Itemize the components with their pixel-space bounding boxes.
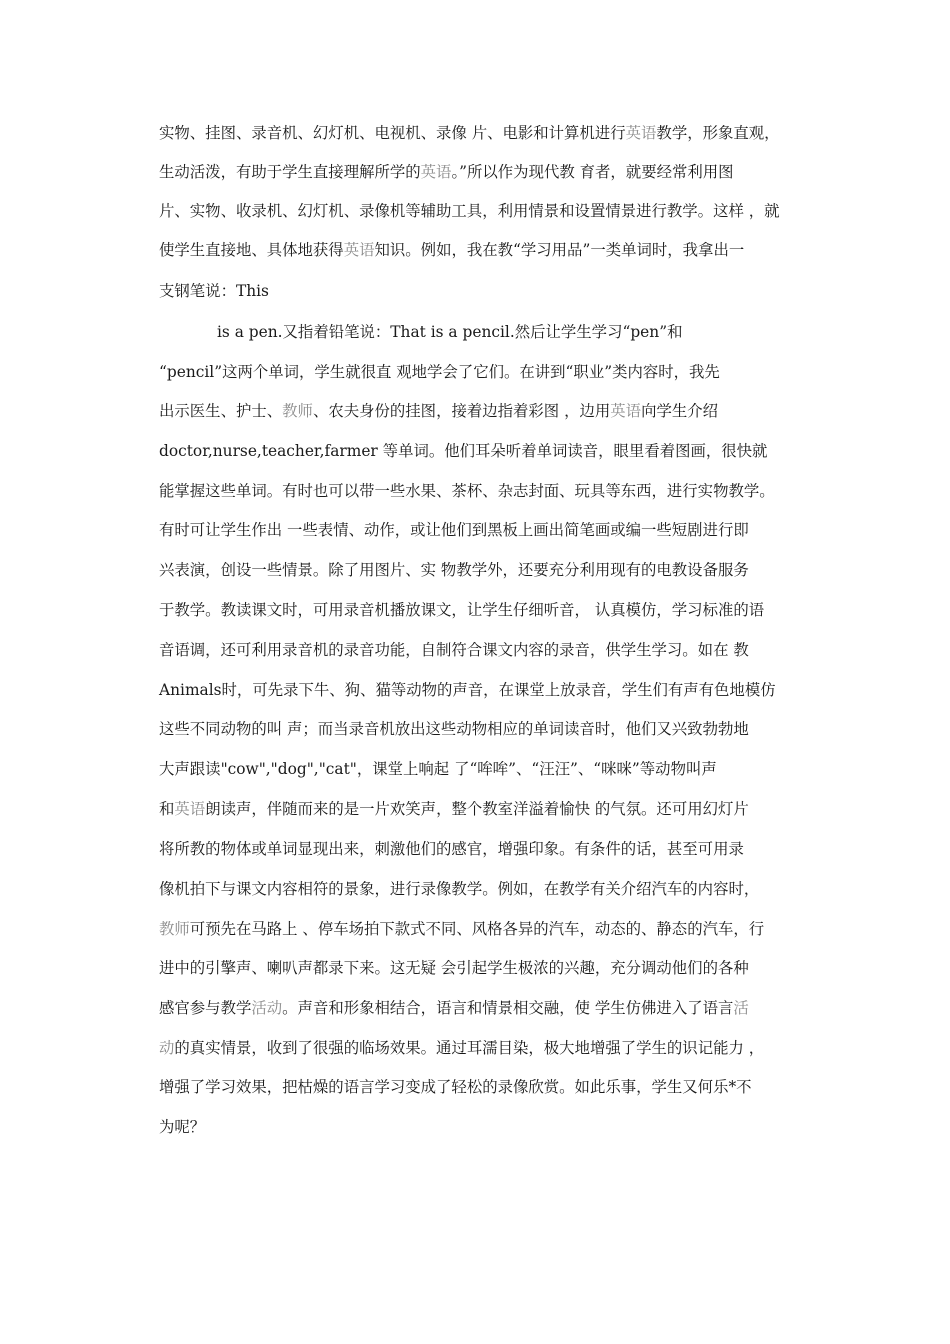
text-line (159, 560, 749, 580)
text-run: 向学生介绍 (641, 402, 719, 420)
text-run: 使学生直接地、具体地获得 (159, 241, 344, 259)
text-line (217, 322, 682, 342)
text-run: 兴表演，创设一些情景。除了用图片、实 物教学外，还要充分利用现有的电教设备服务 (159, 561, 749, 579)
text-run: is a pen.又指着铅笔说：That is a pencil.然后让学生学习“pen”和 (217, 323, 683, 341)
text-line (159, 240, 744, 260)
text-run: 和 (159, 800, 175, 818)
highlighted-keyword: 英语 (610, 402, 642, 420)
text-line (159, 520, 749, 540)
text-run: 片、实物、收录机、幻灯机、录像机等辅助工具，利用情景和设置情景进行教学。这样 ，就 (159, 202, 780, 220)
highlighted-keyword: 教师 (282, 402, 313, 420)
text-run: 。”所以作为现代教 育者，就要经常利用图 (451, 163, 734, 181)
text-line (159, 919, 764, 939)
text-line (159, 1117, 205, 1137)
text-line (159, 998, 749, 1018)
text-line (159, 123, 780, 143)
text-run: 。声音和形象相结合，语言和情景相交融，使 学生仿佛进入了语言 (282, 999, 734, 1017)
text-line (159, 201, 780, 221)
text-line (159, 162, 734, 182)
text-line (159, 600, 764, 620)
text-run: 可预先在马路上 、停车场拍下款式不同、风格各异的汽车，动态的、静态的汽车，行 (189, 920, 765, 938)
text-line (159, 719, 749, 739)
text-line (159, 759, 717, 779)
text-run: doctor,nurse,teacher,farmer 等单词。他们耳朵听着单词读音，眼里看着图画，很快就 (159, 442, 768, 460)
text-line (159, 640, 749, 660)
text-run: 生动活泼，有助于学生直接理解所学的 (159, 163, 421, 181)
text-run: 教学，形象直观， (656, 124, 780, 142)
text-line (159, 958, 749, 978)
text-line (159, 680, 776, 700)
text-run: 、农夫身份的挂图，接着边指着彩图 ，边用 (312, 402, 611, 420)
text-run: 的真实情景，收到了很强的临场效果。通过耳濡目染，极大地增强了学生的识记能力 ， (174, 1039, 765, 1057)
text-run: “pencil”这两个单词，学生就很直 观地学会了它们。在讲到“职业”类内容时，我先 (159, 363, 720, 381)
text-run: Animals时，可先录下牛、狗、猫等动物的声音，在课堂上放录音，学生们有声有色地模仿 (159, 681, 776, 699)
text-run: 像机拍下与课文内容相符的景象，进行录像教学。例如，在教学有关介绍汽车的内容时， (159, 880, 760, 898)
text-line (159, 799, 749, 819)
text-run: 实物、挂图、录音机、幻灯机、电视机、录像 片、电影和计算机进行 (159, 124, 626, 142)
text-line (159, 879, 759, 899)
text-run: 这些不同动物的叫 声；而当录音机放出这些动物相应的单词读音时，他们又兴致勃勃地 (159, 720, 749, 738)
text-line (159, 481, 775, 501)
highlighted-keyword: 英语 (625, 124, 657, 142)
text-run: 朗读声，伴随而来的是一片欢笑声，整个教室洋溢着愉快 的气氛。还可用幻灯片 (205, 800, 749, 818)
text-run: 有时可让学生作出 一些表情、动作，或让他们到黑板上画出简笔画或编一些短剧进行即 (159, 521, 749, 539)
highlighted-keyword: 活动 (251, 999, 283, 1017)
highlighted-keyword: 活 (733, 999, 749, 1017)
text-run: 大声跟读"cow","dog","cat"，课堂上响起 了“哞哞”、“汪汪”、“咪咪”等动物叫声 (159, 760, 717, 778)
text-run: 于教学。教读课文时，可用录音机播放课文，让学生仔细听音， 认真模仿，学习标准的语 (159, 601, 765, 619)
text-run: 为呢？ (159, 1118, 206, 1136)
text-run: 增强了学习效果，把枯燥的语言学习变成了轻松的录像欣赏。如此乐事，学生又何乐*不 (159, 1078, 752, 1096)
text-line (159, 1038, 764, 1058)
text-run: 出示医生、护士、 (159, 402, 283, 420)
text-line (159, 1077, 752, 1097)
text-line (159, 401, 718, 421)
text-run: 进中的引擎声、喇叭声都录下来。这无疑 会引起学生极浓的兴趣，充分调动他们的各种 (159, 959, 749, 977)
text-line (159, 839, 744, 859)
text-run: 知识。例如，我在教“学习用品”一类单词时，我拿出一 (374, 241, 745, 259)
text-run: 感官参与教学 (159, 999, 252, 1017)
text-line (159, 441, 767, 461)
highlighted-keyword: 英语 (420, 163, 452, 181)
text-run: 音语调，还可利用录音机的录音功能，自制符合课文内容的录音，供学生学习。如在 教 (159, 641, 749, 659)
text-line (159, 362, 720, 382)
highlighted-keyword: 教师 (159, 920, 190, 938)
highlighted-keyword: 动 (159, 1039, 175, 1057)
highlighted-keyword: 英语 (343, 241, 375, 259)
text-line (159, 281, 269, 301)
highlighted-keyword: 英语 (174, 800, 206, 818)
text-run: 将所教的物体或单词显现出来，刺激他们的感官，增强印象。有条件的话，甚至可用录 (159, 840, 744, 858)
text-run: 支钢笔说：This (159, 282, 269, 300)
text-run: 能掌握这些单词。有时也可以带一些水果、茶杯、杂志封面、玩具等东西，进行实物教学。 (159, 482, 775, 500)
